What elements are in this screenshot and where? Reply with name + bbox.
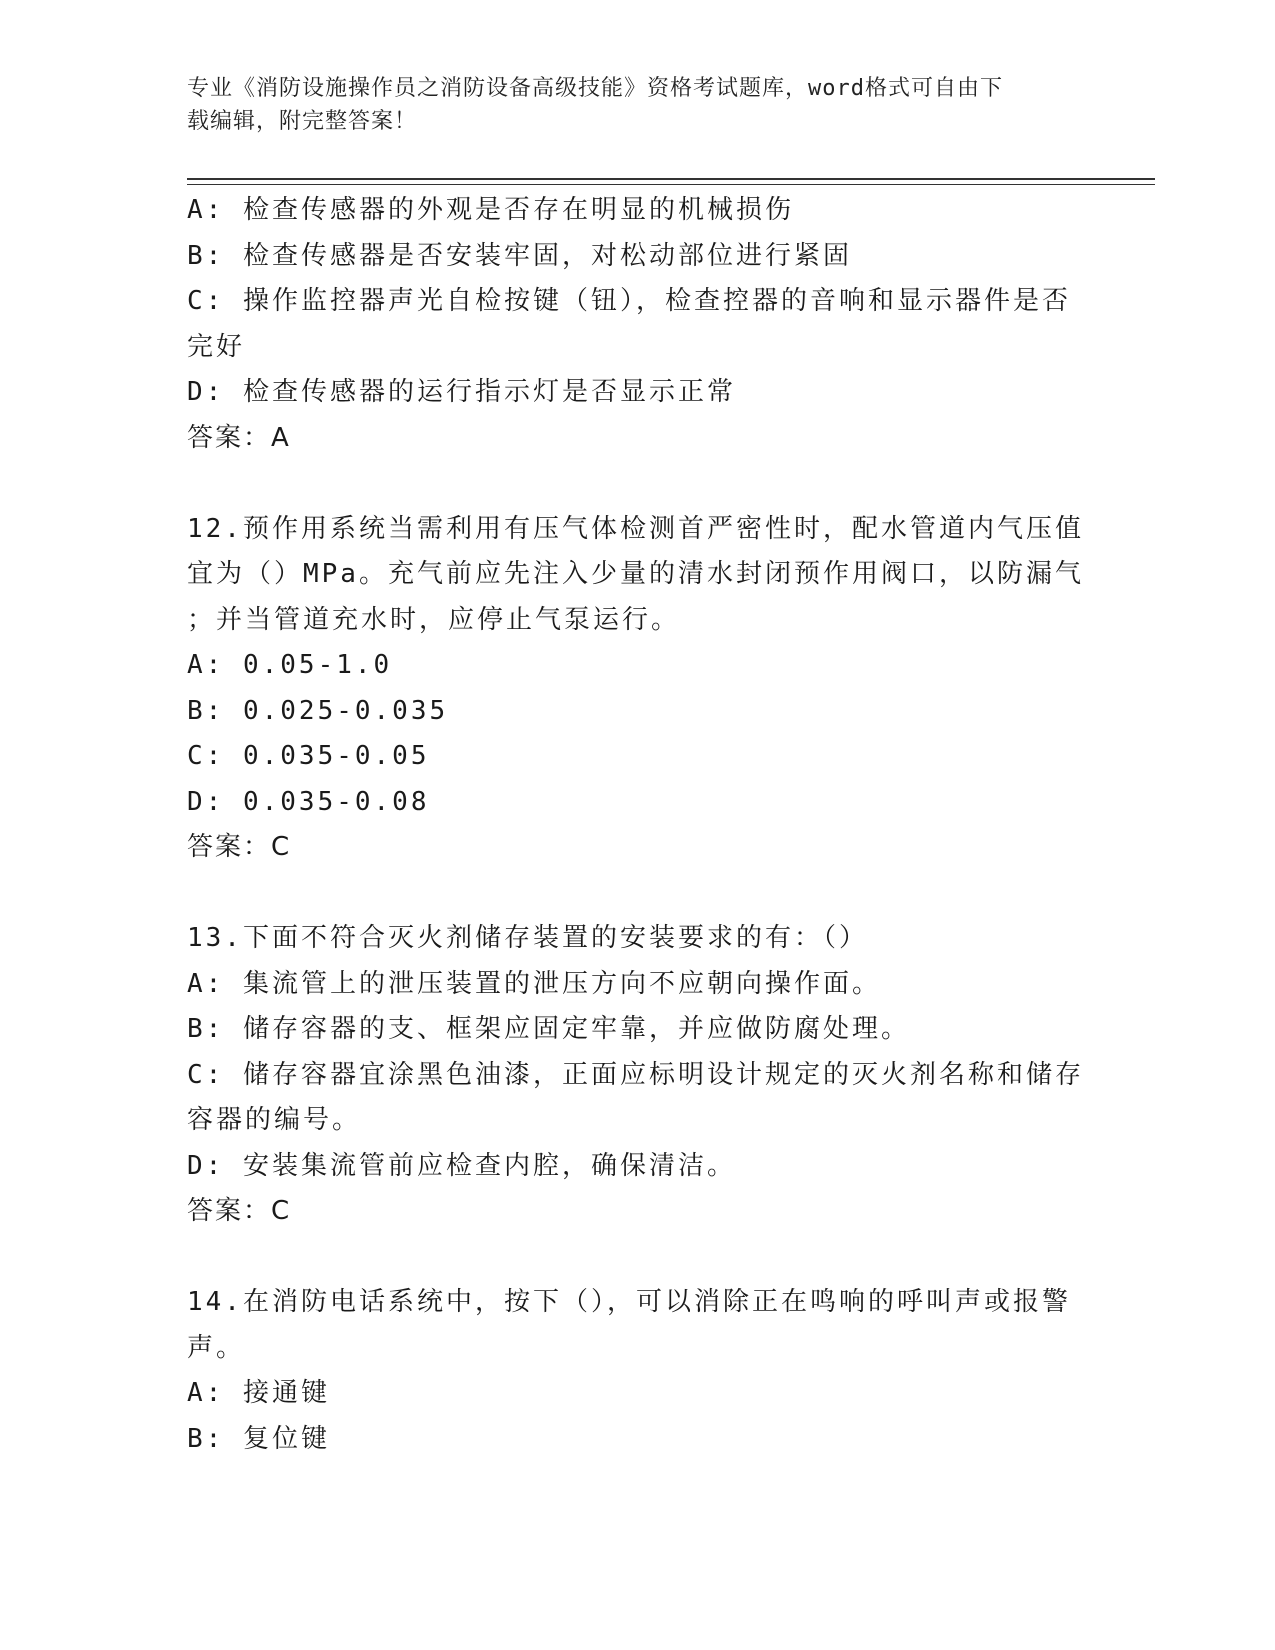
option-b: B: 检查传感器是否安装牢固，对松动部位进行紧固: [187, 240, 852, 271]
option-a: A: 接通键: [187, 1378, 330, 1408]
header-line-2: 载编辑，附完整答案！: [187, 109, 418, 134]
option-c: C: 操作监控器声光自检按键（钮），检查控器的音响和显示器件是否: [187, 286, 1071, 316]
question-12-block: [187, 507, 1084, 871]
question-list: [187, 188, 1084, 1462]
document-header: [187, 72, 1077, 138]
spacer: [187, 871, 1077, 917]
answer-label: 答案：C: [187, 832, 292, 862]
question-stem-continued: 声。: [187, 1332, 246, 1363]
option-c: C: 0.035-0.05: [187, 741, 430, 771]
header-divider-thick: [187, 178, 1155, 180]
option-c-continued: 完好: [187, 331, 246, 362]
option-a: A: 检查传感器的外观是否存在明显的机械损伤: [187, 195, 794, 225]
question-stem-continued: ；并当管道充水时，应停止气泵运行。: [187, 604, 681, 635]
option-c: C: 储存容器宜涂黑色油漆，正面应标明设计规定的灭火剂名称和储存: [187, 1059, 1084, 1090]
option-b: B: 储存容器的支、框架应固定牢靠，并应做防腐处理。: [187, 1014, 910, 1044]
question-stem-continued: 宜为（）MPa。充气前应先注入少量的清水封闭预作用阀口，以防漏气: [187, 559, 1084, 589]
question-14-block: [187, 1280, 1077, 1462]
spacer: [187, 1235, 1077, 1281]
question-stem: 13.下面不符合灭火剂储存装置的安装要求的有：（）: [187, 923, 868, 953]
option-a: A: 集流管上的泄压装置的泄压方向不应朝向操作面。: [187, 968, 881, 999]
option-b: B: 0.025-0.035: [187, 695, 449, 726]
header-divider-thin: [187, 184, 1155, 185]
question-stem: 14.在消防电话系统中，按下（），可以消除正在鸣响的呼叫声或报警: [187, 1287, 1071, 1317]
option-d: D: 检查传感器的运行指示灯是否显示正常: [187, 377, 736, 407]
question-11-block: [187, 188, 1077, 461]
option-d: D: 0.035-0.08: [187, 786, 430, 817]
option-d: D: 安装集流管前应检查内腔，确保清洁。: [187, 1150, 736, 1181]
question-stem: 12.预作用系统当需利用有压气体检测首严密性时，配水管道内气压值: [187, 513, 1084, 544]
option-a: A: 0.05-1.0: [187, 650, 393, 680]
header-line-1: 专业《消防设施操作员之消防设备高级技能》资格考试题库，word格式可自由下: [187, 76, 1003, 101]
question-13-block: [187, 916, 1084, 1235]
spacer: [187, 461, 1077, 507]
option-b: B: 复位键: [187, 1423, 330, 1454]
answer-label: 答案：A: [187, 422, 291, 453]
answer-label: 答案：C: [187, 1196, 292, 1226]
option-c-continued: 容器的编号。: [187, 1105, 362, 1135]
